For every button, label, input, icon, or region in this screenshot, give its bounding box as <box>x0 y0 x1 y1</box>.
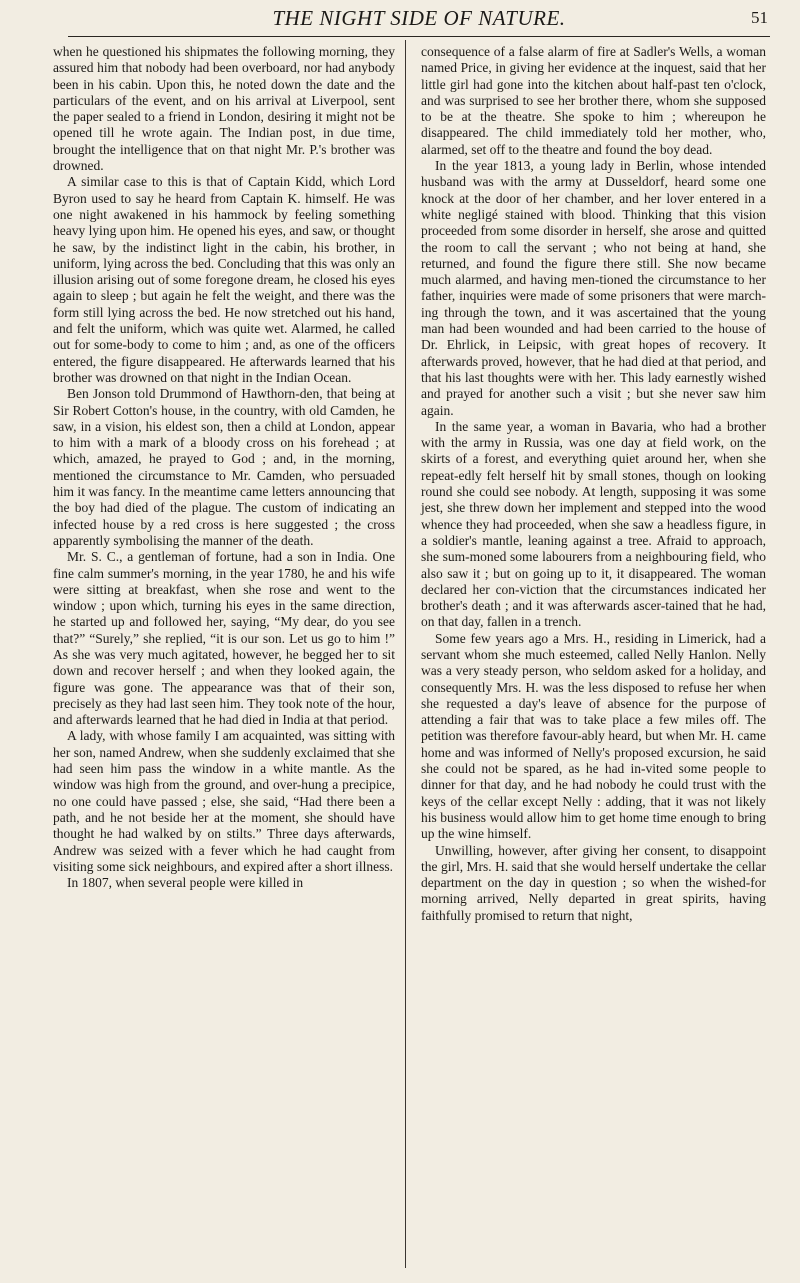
paragraph: In the same year, a woman in Bavaria, who had a brother with the army in Russia, was one day at field work, on the skirts of a forest, and everything quiet around her, when she repeat-edly felt herself hit by small stones, though on looking round she could see nobody. At length, supposing it was some jest, she threw down her implement and stepped into the wood whence they had proceeded, when she saw a headless figure, in a soldier's mantle, leaning against a tree. Afraid to approach, she sum-moned some labourers from a neighbouring field, who also saw it ; but on going up to it, it disappeared. The woman declared her con-viction that the circumstances indicated her brother's death ; and it was afterwards ascer-tained that he had, on that day, fallen in a trench. <box>421 418 766 630</box>
paragraph: Unwilling, however, after giving her consent, to disappoint the girl, Mrs. H. said that she would herself undertake the cellar department on the day in question ; so when the wished-for morning arrived, Nelly departed in great spirits, having faithfully promised to return that night, <box>421 842 766 923</box>
paragraph: Mr. S. C., a gentleman of fortune, had a son in India. One fine calm summer's morning, in the year 1780, he and his wife were sitting at breakfast, when she rose and went to the window ; upon which, turning his eyes in the same direction, he started up and followed her, saying, “My dear, do you see that?” “Surely,” she replied, “it is our son. Let us go to him !” As she was very much agitated, however, he begged her to sit down and recover herself ; and when they looked again, the figure was gone. The appearance was that of their son, precisely as they had last seen him. They took note of the hour, and afterwards learned that he had died in India at that period. <box>53 549 395 728</box>
paragraph: when he questioned his shipmates the following morning, they assured him that nobody had been overboard, nor had anybody been in his cabin. Upon this, he noted down the date and the particulars of the event, and on his arrival at Liverpool, sent the paper sealed to a friend in London, desiring it might not be opened till he wrote again. The Indian post, in due time, brought the intelligence that on that night Mr. P.'s brother was drowned. <box>53 44 395 174</box>
paragraph: consequence of a false alarm of fire at Sadler's Wells, a woman named Price, in giving her evidence at the inquest, said that her little girl had gone into the kitchen about half-past ten o'clock, and was surprised to see her brother there, whom she supposed to be at the theatre. She spoke to him ; whereupon he disappeared. The child immediately told her mother, who, alarmed, set off to the theatre and found the boy dead. <box>421 44 766 157</box>
page-number: 51 <box>751 8 768 27</box>
paragraph: Some few years ago a Mrs. H., residing in Limerick, had a servant whom she much esteemed, called Nelly Hanlon. Nelly was a very steady person, who seldom asked for a holiday, and consequently Mrs. H. was the less disposed to refuse her when she requested a day's leave of absence for the purpose of attending a fair that was to take place a few miles off. The petition was therefore favour-ably heard, but when Mr. H. came home and was informed of Nelly's proposed excursion, he said she could not be spared, as he had in-vited some people to dinner for that day, and he had nobody he could trust with the keys of the cellar except Nelly : adding, that it was not likely his business would allow him to get home time enough to bring up the wine himself. <box>421 630 766 842</box>
header-rule <box>68 36 770 37</box>
page-header <box>68 6 770 36</box>
paragraph: In the year 1813, a young lady in Berlin, whose intended husband was with the army at Dusseldorf, heard some one knock at the door of her chamber, and her lover entered in a white negligé stained with blood. Thinking that this vision proceeded from some disorder in herself, she arose and quitted the room to call the servant ; who not being at hand, she returned, and found the figure there still. She now became much alarmed, and having men-tioned the circumstance to her father, inquiries were made of some prisoners that were march-ing through the town, and it was ascertained that the young man had been wounded and had been carried to the house of Dr. Ehrlick, in Leipsic, with great hopes of recovery. It afterwards proved, however, that he had died at that period, and that his last thoughts were with her. This lady earnestly wished and prayed for another such a visit ; but she never saw him again. <box>421 158 766 418</box>
right-column <box>421 44 766 924</box>
paragraph: In 1807, when several people were killed in <box>67 875 304 891</box>
running-title: THE NIGHT SIDE OF NATURE. <box>272 6 566 30</box>
left-column <box>53 44 395 891</box>
paragraph: A similar case to this is that of Captain Kidd, which Lord Byron used to say he heard from Captain K. himself. He was one night awakened in his hammock by feeling something heavy lying upon him. He opened his eyes, and saw, or thought he saw, by the indistinct light in the cabin, his brother, in uniform, lying across the bed. Concluding that this was only an illusion arising out of some foregone dream, he closed his eyes again to sleep ; but again he felt the weight, and there was the form still lying across the bed. He now stretched out his hand, and felt the uniform, which was quite wet. Alarmed, he called out for some-body to come to him ; and, as one of the officers entered, the figure disappeared. He afterwards learned that his brother was drowned on that night in the Indian Ocean. <box>53 174 395 385</box>
column-divider <box>405 40 406 1268</box>
paragraph: A lady, with whose family I am acquainted, was sitting with her son, named Andrew, when she suddenly exclaimed that she had seen him pass the window in a white mantle. As the window was high from the ground, and over-hung a precipice, no one could have passed ; else, she said, “Had there been a path, and he not beside her at the moment, she should have thought he had walked by on stilts.” Three days afterwards, Andrew was seized with a fever which he had caught from visiting some sick neighbours, and expired after a short illness. <box>53 728 395 874</box>
paragraph: Ben Jonson told Drummond of Hawthorn-den, that being at Sir Robert Cotton's house, in the country, with old Camden, he saw, in a vision, his eldest son, then a child at London, appear to him with a mark of a bloody cross on his forehead ; at which, amazed, he prayed to God ; and, in the morning, mentioned the circumstance to Mr. Camden, who persuaded him it was fancy. In the meantime came letters announcing that the boy had died of the plague. The custom of indicating an infected house by a red cross is here suggested ; the cross apparently symbolising the manner of the death. <box>53 386 395 548</box>
